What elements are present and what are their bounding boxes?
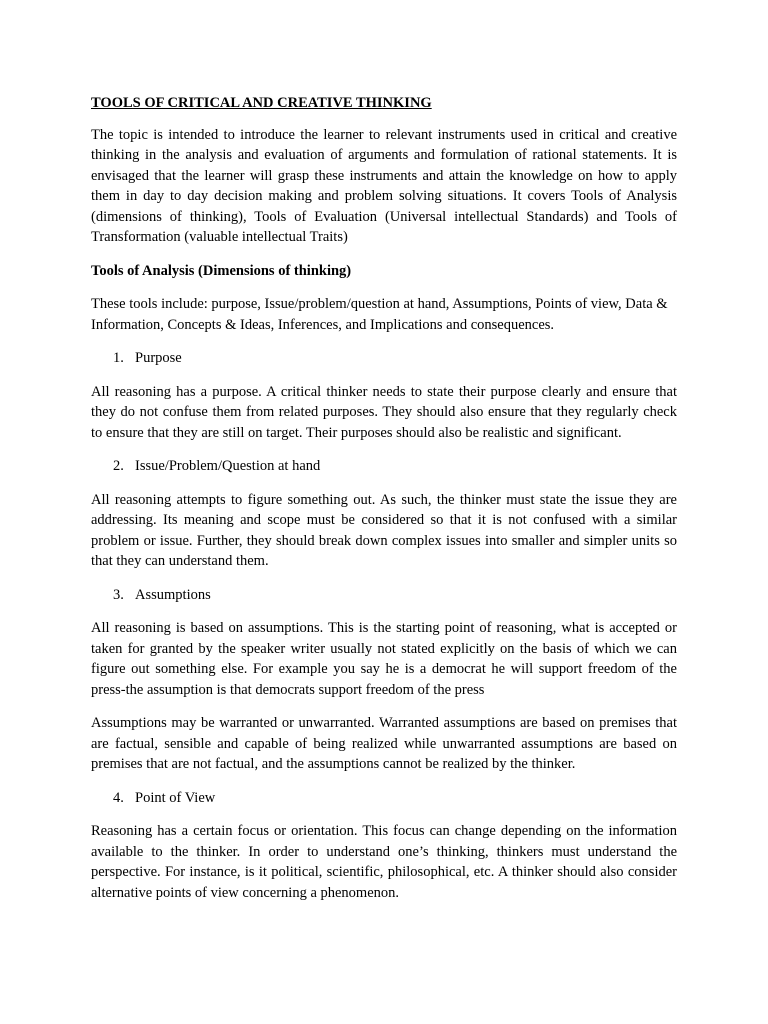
list-item-label: Purpose bbox=[135, 350, 182, 366]
assumptions-paragraph: All reasoning is based on assumptions. This is the starting point of reasoning, what is accepted or taken for granted by the speaker writer usually not stated explicitly on the basis of which we can figure out something else. For example you say he is a democrat he will support freedom of the press-the assumption is that democrats support freedom of the press bbox=[91, 620, 677, 698]
list-item-label: Assumptions bbox=[135, 586, 211, 603]
list-item-point-of-view bbox=[91, 788, 677, 809]
issue-paragraph: All reasoning attempts to figure something out. As such, the thinker must state the issue they are addressing. Its meaning and scope must be considered so that it is not confused with a similar problem or issue. Further, they should break down complex issues into smaller and simpler units so that they can understand them. bbox=[91, 491, 677, 569]
section-intro-paragraph: These tools include: purpose, Issue/problem/question at hand, Assumptions, Points of view, Data & Information, Concepts & Ideas, Inferences, and Implications and consequences. bbox=[91, 296, 668, 333]
list-item-label: Issue/Problem/Question at hand bbox=[135, 458, 321, 474]
list-item-label: Point of View bbox=[135, 789, 216, 806]
list-item-number: 4. bbox=[113, 789, 124, 806]
document-page bbox=[91, 93, 677, 916]
point-of-view-paragraph: Reasoning has a certain focus or orientation. This focus can change depending on the information available to the thinker. In order to understand one’s thinking, thinkers must understand the perspective. For instance, is it political, scientific, philosophical, etc. A thinker should also consider alternative points of view concerning a phenomenon. bbox=[91, 823, 677, 901]
document-title: TOOLS OF CRITICAL AND CREATIVE THINKING bbox=[91, 95, 432, 111]
assumptions-paragraph-2: Assumptions may be warranted or unwarranted. Warranted assumptions are based on premises that are factual, sensible and capable of being realized while unwarranted assumptions are based on premises that are not factual, and the assumptions cannot be realized by the thinker. bbox=[91, 715, 677, 772]
list-item-assumptions bbox=[91, 585, 677, 606]
purpose-paragraph: All reasoning has a purpose. A critical thinker needs to state their purpose clearly and ensure that they do not confuse them from related purposes. They should also ensure that they regularly check to ensure that they are still on target. Their purposes should also be realistic and significant. bbox=[91, 383, 677, 441]
intro-paragraph: The topic is intended to introduce the learner to relevant instruments used in critical and creative thinking in the analysis and evaluation of arguments and formulation of rational statements. It is envisaged that the learner will grasp these instruments and attain the knowledge on how to apply them in day to day decision making and problem solving situations. It covers Tools of Analysis (dimensions of thinking), Tools of Evaluation (Universal intellectual Standards) and Tools of Transformation (valuable intellectual Traits) bbox=[91, 126, 677, 245]
list-item-number: 2. bbox=[113, 458, 124, 474]
list-item-purpose bbox=[91, 348, 677, 369]
list-item-issue bbox=[91, 456, 677, 477]
list-item-number: 3. bbox=[113, 586, 124, 603]
section-heading: Tools of Analysis (Dimensions of thinking) bbox=[91, 262, 352, 279]
list-item-number: 1. bbox=[113, 350, 124, 366]
